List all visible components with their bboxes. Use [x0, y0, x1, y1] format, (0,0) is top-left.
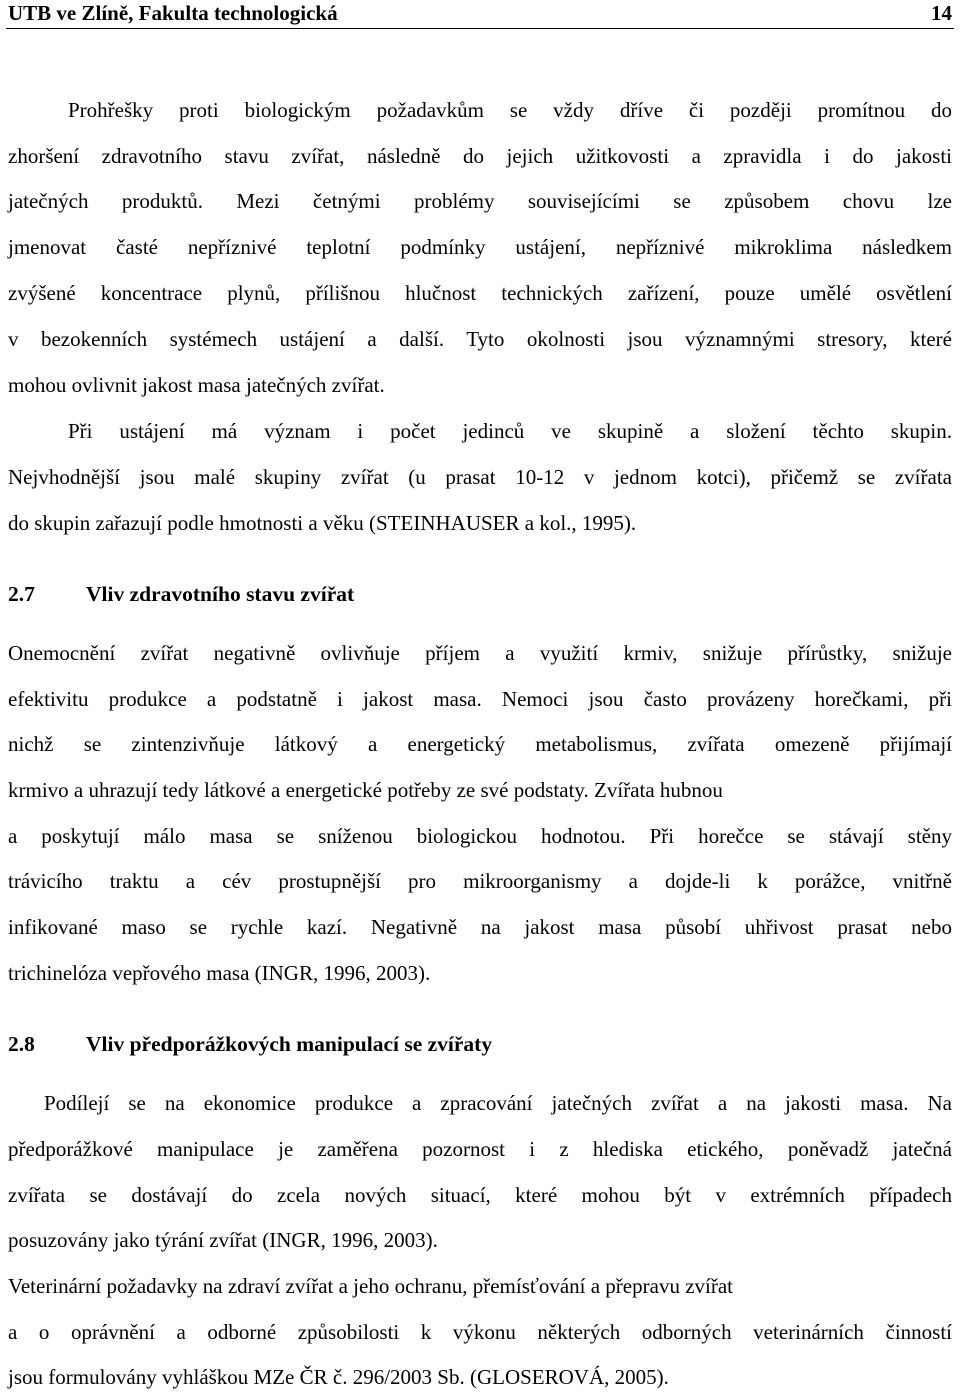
para4-line: posuzovány jako týrání zvířat (INGR, 1996, 2003). — [8, 1228, 438, 1252]
para3-line: nichž se zintenzivňuje látkový a energetický metabolismus, zvířata omezeně přijímají — [8, 732, 952, 756]
header-title: UTB ve Zlíně, Fakulta technologická — [8, 1, 338, 25]
para3-line: krmivo a uhrazují tedy látkové a energetické potřeby ze své podstaty. Zvířata hubnou — [8, 778, 723, 802]
para2-line: Při ustájení má význam i počet jedinců ve skupině a složení těchto skupin. — [68, 419, 952, 443]
section-number: 2.7 — [8, 582, 35, 606]
page-header — [6, 0, 954, 29]
para2-line: Nejvhodnější jsou malé skupiny zvířat (u prasat 10-12 v jednom kotci), přičemž se zvířata — [8, 465, 952, 489]
para5-line: a o oprávnění a odborné způsobilosti k výkonu některých odborných veterinárních činností — [8, 1320, 952, 1344]
section-title: Vliv předporážkových manipulací se zvířaty — [86, 1032, 493, 1056]
para1-line: v bezokenních systémech ustájení a další. Tyto okolnosti jsou významnými stresory, které — [8, 327, 952, 351]
section-title: Vliv zdravotního stavu zvířat — [86, 582, 355, 606]
para1-line: jatečných produktů. Mezi četnými problémy souvisejícími se způsobem chovu lze — [8, 189, 952, 213]
para3-line: Onemocnění zvířat negativně ovlivňuje příjem a využití krmiv, snižuje přírůstky, snižuje — [8, 641, 952, 665]
page-number: 14 — [931, 1, 952, 25]
para1-line: mohou ovlivnit jakost masa jatečných zvířat. — [8, 373, 385, 397]
para5-line: jsou formulovány vyhláškou MZe ČR č. 296/2003 Sb. (GLOSEROVÁ, 2005). — [8, 1365, 669, 1389]
para1-line: zhoršení zdravotního stavu zvířat, následně do jejich užitkovosti a zpravidla i do jakosti — [8, 144, 952, 168]
section-heading — [8, 581, 354, 607]
para3-line: a poskytují málo masa se sníženou biologickou hodnotou. Při horečce se stávají stěny — [8, 824, 952, 848]
para4-line: Podílejí se na ekonomice produkce a zpracování jatečných zvířat a na jakosti masa. Na — [44, 1091, 952, 1115]
para3-line: trichinelóza vepřového masa (INGR, 1996, 2003). — [8, 961, 431, 985]
para3-line: trávicího traktu a cév prostupnější pro mikroorganismy a dojde-li k porážce, vnitřně — [8, 869, 952, 893]
section-heading — [8, 1031, 492, 1057]
para1-line: zvýšené koncentrace plynů, přílišnou hlučnost technických zařízení, pouze umělé osvětlení — [8, 281, 952, 305]
para3-line: infikované maso se rychle kazí. Negativně na jakost masa působí uhřivost prasat nebo — [8, 915, 952, 939]
para5-line: Veterinární požadavky na zdraví zvířat a jeho ochranu, přemísťování a přepravu zvířat — [8, 1274, 733, 1298]
para1-line: jmenovat časté nepříznivé teplotní podmínky ustájení, nepříznivé mikroklima následkem — [8, 235, 952, 259]
para1-line: Prohřešky proti biologickým požadavkům se vždy dříve či později promítnou do — [68, 98, 952, 122]
para3-line: efektivitu produkce a podstatně i jakost masa. Nemoci jsou často provázeny horečkami, při — [8, 687, 952, 711]
section-number: 2.8 — [8, 1032, 35, 1056]
para4-line: zvířata se dostávají do zcela nových situací, které mohou být v extrémních případech — [8, 1183, 952, 1207]
para4-line: předporážkové manipulace je zaměřena pozornost i z hlediska etického, poněvadž jatečná — [8, 1137, 952, 1161]
para2-line: do skupin zařazují podle hmotnosti a věku (STEINHAUSER a kol., 1995). — [8, 511, 637, 535]
